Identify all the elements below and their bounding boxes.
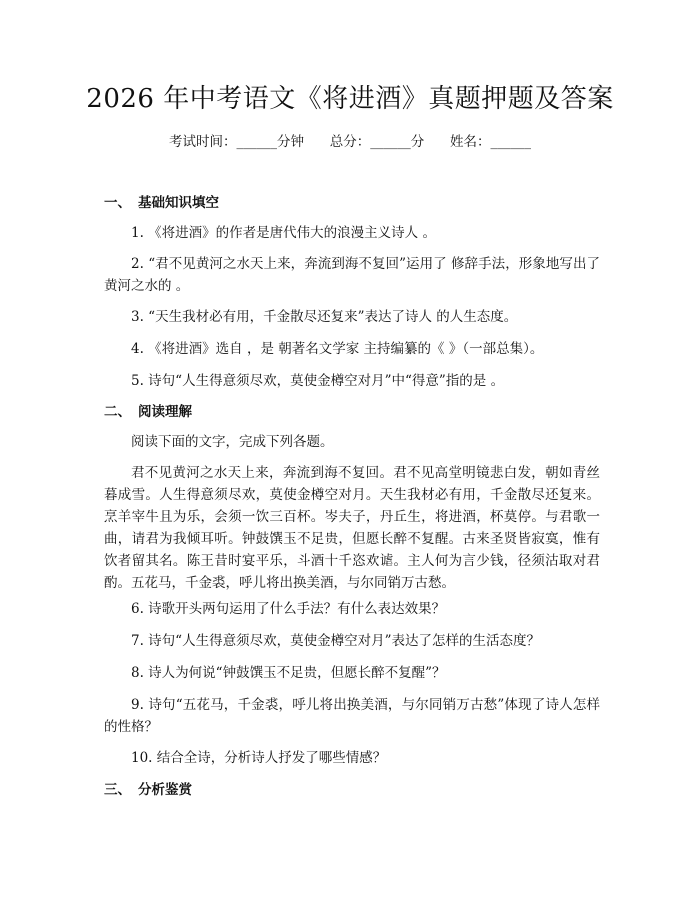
- question-5: 5. 诗句“人生得意须尽欢，莫使金樽空对月”中“得意”指的是 。: [131, 373, 505, 389]
- section-number: 一、: [104, 195, 131, 211]
- section-heading-1: [104, 193, 219, 213]
- section-title: 分析鉴赏: [138, 782, 192, 798]
- reading-passage: 君不见黄河之水天上来，奔流到海不复回。君不见高堂明镜悲白发，朝如青丝暮成雪。人生得意须尽欢，莫使金樽空对月。天生我材必有用，千金散尽还复来。烹羊宰牛且为乐，会须一饮三百杯。岑夫子，丹丘生，将进酒，杯莫停。与君歌一曲，请君为我倾耳听。钟鼓馔玉不足贵，但愿长醉不复醒。古来圣贤皆寂寞，惟有饮者留其名。陈王昔时宴平乐，斗酒十千恣欢谑。主人何为言少钱，径须沽取对君酌。五花马，千金裘，呼儿将出换美酒，与尔同销万古愁。: [104, 465, 600, 591]
- question-1: 1. 《将进酒》的作者是唐代伟大的浪漫主义诗人 。: [131, 225, 436, 241]
- question-10: 10. 结合全诗，分析诗人抒发了哪些情感？: [131, 750, 387, 766]
- section-number: 三、: [104, 782, 131, 798]
- section-title: 阅读理解: [138, 404, 192, 420]
- section-number: 二、: [104, 404, 131, 420]
- question-8: 8. 诗人为何说“钟鼓馔玉不足贵，但愿长醉不复醒”？: [131, 665, 446, 681]
- reading-instruction: 阅读下面的文字，完成下列各题。: [131, 434, 334, 450]
- exam-info-line: 考试时间：______分钟 总分：______分 姓名：______: [169, 134, 531, 150]
- section-heading-2: [104, 402, 192, 422]
- question-3: 3. “天生我材必有用，千金散尽还复来”表达了诗人 的人生态度。: [131, 309, 518, 325]
- section-heading-3: [104, 780, 192, 800]
- question-7: 7. 诗句“人生得意须尽欢，莫使金樽空对月”表达了怎样的生活态度？: [131, 633, 540, 649]
- question-4: 4. 《将进酒》选自 ，是 朝著名文学家 主持编纂的《 》（一部总集）。: [131, 341, 544, 357]
- question-2: 2. “君不见黄河之水天上来，奔流到海不复回”运用了 修辞手法，形象地写出了黄河之水的 。: [104, 256, 600, 294]
- question-9: 9. 诗句“五花马，千金裘，呼儿将出换美酒，与尔同销万古愁”体现了诗人怎样的性格？: [104, 697, 600, 735]
- section-title: 基础知识填空: [138, 195, 219, 211]
- question-6: 6. 诗歌开头两句运用了什么手法？有什么表达效果？: [131, 601, 446, 617]
- page-title: 2026 年中考语文《将进酒》真题押题及答案: [86, 84, 614, 114]
